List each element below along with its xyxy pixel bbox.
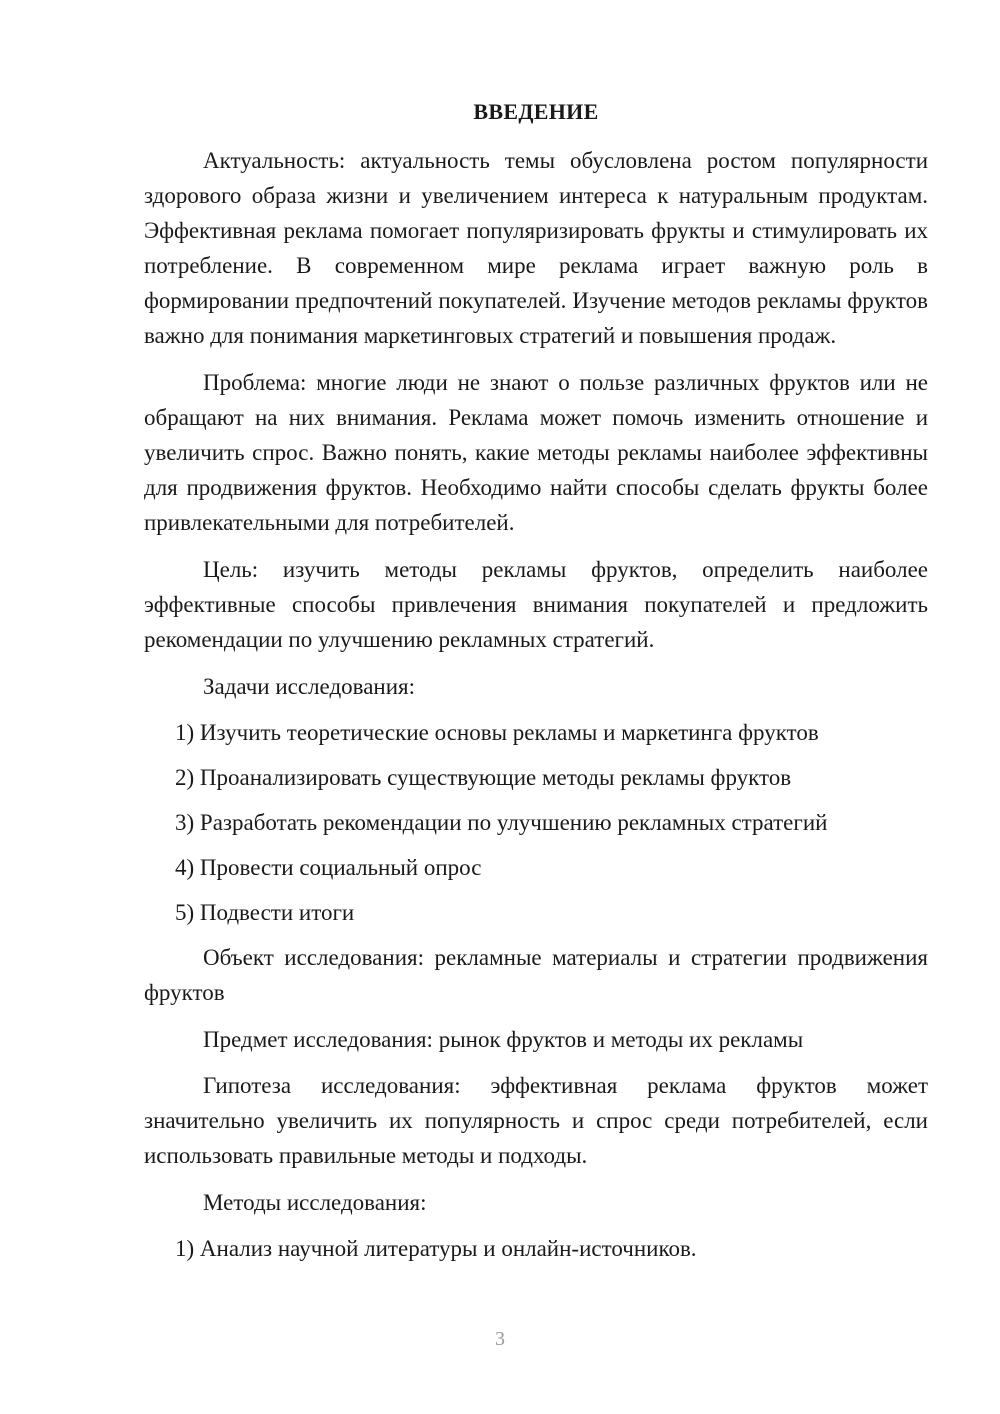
page-title: ВВЕДЕНИЕ xyxy=(473,99,599,124)
methods-heading: Методы исследования: xyxy=(203,1190,427,1215)
tasks-heading: Задачи исследования: xyxy=(203,674,416,699)
task-item: 2) Проанализировать существующие методы рекламы фруктов xyxy=(175,765,792,790)
problem-paragraph: Проблема: многие люди не знают о пользе различных фруктов или не обращают на них внимания. Реклама может помочь изменить отношение и увеличить спрос. Важно понять, какие методы рекламы наиболее эффективны для продвижения фруктов. Необходимо найти способы сделать фрукты более привлекательными для потребителей. xyxy=(144,370,928,535)
methods-list xyxy=(144,1231,928,1266)
tasks-list xyxy=(144,715,928,930)
page-number: 3 xyxy=(495,1328,505,1350)
page-content xyxy=(144,94,928,1276)
hypothesis-paragraph: Гипотеза исследования: эффективная реклама фруктов может значительно увеличить их популярность и спрос среди потребителей, если использовать правильные методы и подходы. xyxy=(144,1073,928,1168)
method-item: 1) Анализ научной литературы и онлайн-источников. xyxy=(175,1236,697,1261)
subject-paragraph: Предмет исследования: рынок фруктов и методы их рекламы xyxy=(203,1027,804,1052)
task-item: 4) Провести социальный опрос xyxy=(175,855,482,880)
task-item: 3) Разработать рекомендации по улучшению рекламных стратегий xyxy=(175,810,828,835)
object-paragraph: Объект исследования: рекламные материалы и стратегии продвижения фруктов xyxy=(144,945,928,1005)
goal-paragraph: Цель: изучить методы рекламы фруктов, определить наиболее эффективные способы привлечения внимания покупателей и предложить рекомендации по улучшению рекламных стратегий. xyxy=(144,557,928,652)
task-item: 1) Изучить теоретические основы рекламы и маркетинга фруктов xyxy=(175,720,819,745)
relevance-paragraph: Актуальность: актуальность темы обусловлена ростом популярности здорового образа жизни и увеличением интереса к натуральным продуктам. Эффективная реклама помогает популяризировать фрукты и стимулировать их потребление. В современном мире реклама играет важную роль в формировании предпочтений покупателей. Изучение методов рекламы фруктов важно для понимания маркетинговых стратегий и повышения продаж. xyxy=(144,148,928,348)
task-item: 5) Подвести итоги xyxy=(175,900,355,925)
